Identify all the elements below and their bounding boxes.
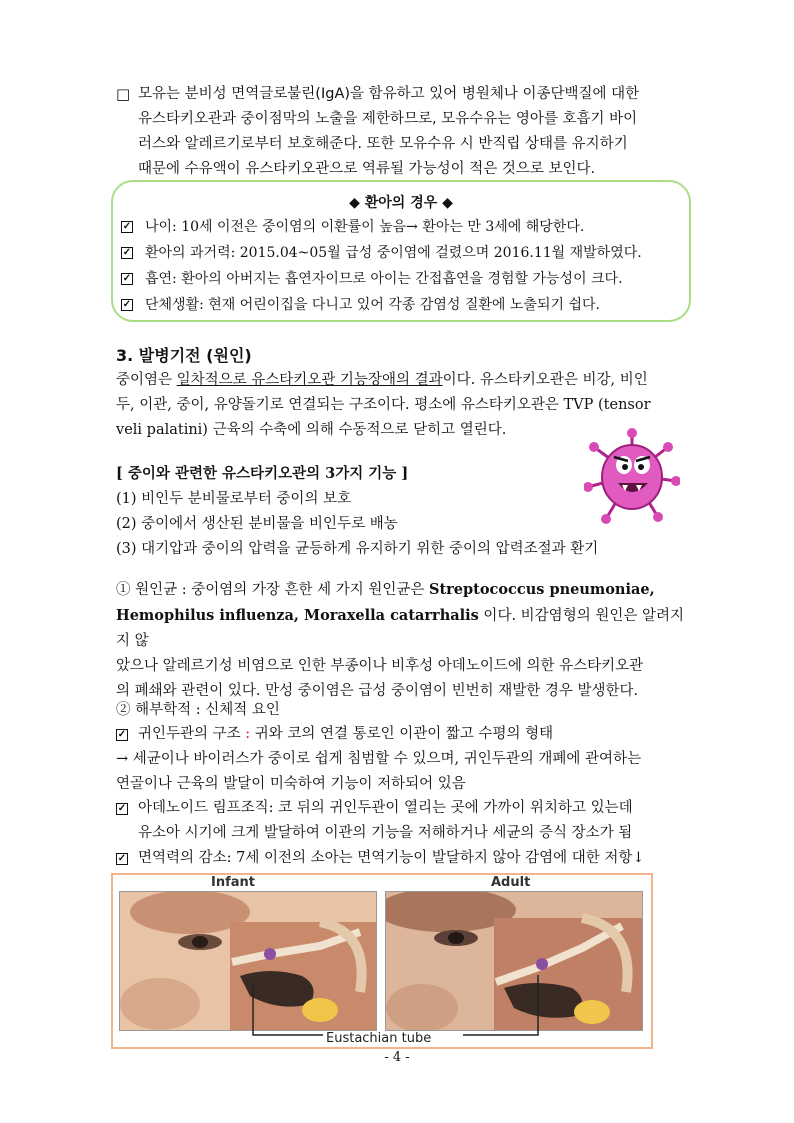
species-name: Hemophilus influenza, Moraxella catarrhalis [116, 607, 479, 624]
intro-line: 러스와 알레르기로부터 보호해준다. 또한 모유수유 시 반직립 상태를 유지하기 [138, 136, 628, 152]
factor-item [116, 796, 686, 846]
intro-line: 유스타키오관과 중이점막의 노출을 제한하므로, 모유수유는 영아를 호흡기 바이 [138, 111, 638, 127]
factor-text: 유소아 시기에 크게 발달하여 이관의 기능을 저해하거나 세균의 증식 장소가 됨 [138, 825, 633, 841]
text-run: 귀와 코의 연결 통로인 이관이 짧고 수평의 형태 [250, 726, 554, 742]
checkbox-icon: ✓ [122, 247, 132, 258]
function-item: (1) 비인두 분비물로부터 중이의 보호 [116, 491, 352, 507]
anatomical-factors-title: ② 해부학적 : 신체적 요인 [116, 702, 280, 718]
factor-item [116, 846, 686, 871]
case-item [121, 240, 689, 266]
function-item: (2) 중이에서 생산된 분비물을 비인두로 배농 [116, 516, 398, 532]
factor-text [116, 722, 686, 747]
function-item: (3) 대기압과 중이의 압력을 균등하게 유지하기 위한 중이의 압력조절과 환기 [116, 541, 599, 557]
case-item-text: 흡연: 환아의 아버지는 흡연자이므로 아이는 간접흡연을 경험할 가능성이 크다. [145, 271, 623, 287]
checkbox-icon: ✓ [122, 221, 132, 232]
species-name: Streptococcus pneumoniae, [429, 581, 655, 598]
checkbox-icon: ✓ [117, 803, 127, 814]
text-run: 귀인두관의 구조 [138, 726, 246, 742]
tube-pointer-lines [113, 875, 655, 1051]
text-run: 이다. 유스타키오관은 비강, 비인 [442, 372, 648, 388]
paragraph-line: veli palatini) 근육의 수축에 의해 수동적으로 닫히고 열린다. [116, 422, 507, 438]
intro-line: 모유는 분비성 면역글로불린(IgA)을 함유하고 있어 병원체나 이종단백질에 대한 [138, 86, 640, 102]
germ-illustration [584, 425, 680, 525]
page-number: - 4 - [384, 1050, 410, 1065]
checkbox-icon: ✓ [122, 299, 132, 310]
paragraph-line: 았으나 알레르기성 비염으로 인한 부종이나 비후성 아데노이드에 의한 유스타키오관 [116, 658, 644, 674]
case-item [121, 292, 689, 318]
factor-text: 아데노이드 림프조직: 코 뒤의 귀인두관이 열리는 곳에 가까이 위치하고 있는데 [138, 800, 633, 816]
adult-label: Adult [491, 875, 531, 890]
underlined-text: 일차적으로 유스타키오관 기능장애의 결과 [176, 372, 443, 388]
paragraph-line: 의 폐쇄와 관련이 있다. 만성 중이염은 급성 중이염이 빈번히 재발한 경우 발생한다. [116, 683, 639, 699]
case-item-text: 환아의 과거력: 2015.04~05월 급성 중이염에 걸렸으며 2016.11월 재발하였다. [145, 245, 642, 261]
pathogen-paragraph [116, 577, 686, 704]
infant-label: Infant [211, 875, 255, 890]
paragraph-line [116, 603, 686, 654]
text-run: 이다. 비감염형의 원인은 알려지지 않 [116, 608, 684, 649]
case-item [121, 214, 689, 240]
breastfeeding-paragraph [116, 82, 684, 182]
patient-case-box [111, 180, 691, 322]
checkbox-icon: ✓ [117, 729, 127, 740]
case-item-text: 나이: 10세 이전은 중이염의 이환률이 높음→ 환아는 만 3세에 해당한다. [145, 219, 585, 235]
case-item [121, 266, 689, 292]
eustachian-tube-label: Eustachian tube [326, 1031, 432, 1046]
factor-text: 면역력의 감소: 7세 이전의 소아는 면역기능이 발달하지 않아 감염에 대한 저항↓ [138, 850, 645, 866]
case-item-text: 단체생활: 현재 어린이집을 다니고 있어 각종 감염성 질환에 노출되기 쉽다. [145, 297, 600, 313]
checkbox-icon: ✓ [117, 853, 127, 864]
text-run: 중이염은 [116, 372, 177, 388]
red-colon: : [245, 726, 251, 742]
square-bullet-icon: □ [116, 85, 131, 103]
ear-anatomy-figure [111, 873, 653, 1049]
functions-title: [ 중이와 관련한 유스타키오관의 3가지 기능 ] [116, 465, 409, 482]
arrow-explanation-line: 연골이나 근육의 발달이 미숙하여 기능이 저하되어 있음 [116, 776, 466, 792]
section-title: 3. 발병기전 (원인) [116, 346, 252, 365]
arrow-explanation-line: → 세균이나 바이러스가 중이로 쉽게 침범할 수 있으며, 귀인두관의 개폐에 관여하는 [116, 751, 642, 767]
checkbox-icon: ✓ [122, 273, 132, 284]
paragraph-line: 두, 이관, 중이, 유양돌기로 연결되는 구조이다. 평소에 유스타키오관은 TVP (tensor [116, 397, 651, 413]
paragraph-line [116, 577, 686, 603]
intro-line: 때문에 수유액이 유스타키오관으로 역류될 가능성이 적은 것으로 보인다. [138, 161, 596, 177]
case-title: ◆ 환아의 경우 ◆ [349, 195, 453, 211]
text-run: ① 원인균 : 중이염의 가장 흔한 세 가지 원인균은 [116, 582, 429, 598]
paragraph-line [116, 368, 686, 393]
factor-item [116, 722, 686, 747]
